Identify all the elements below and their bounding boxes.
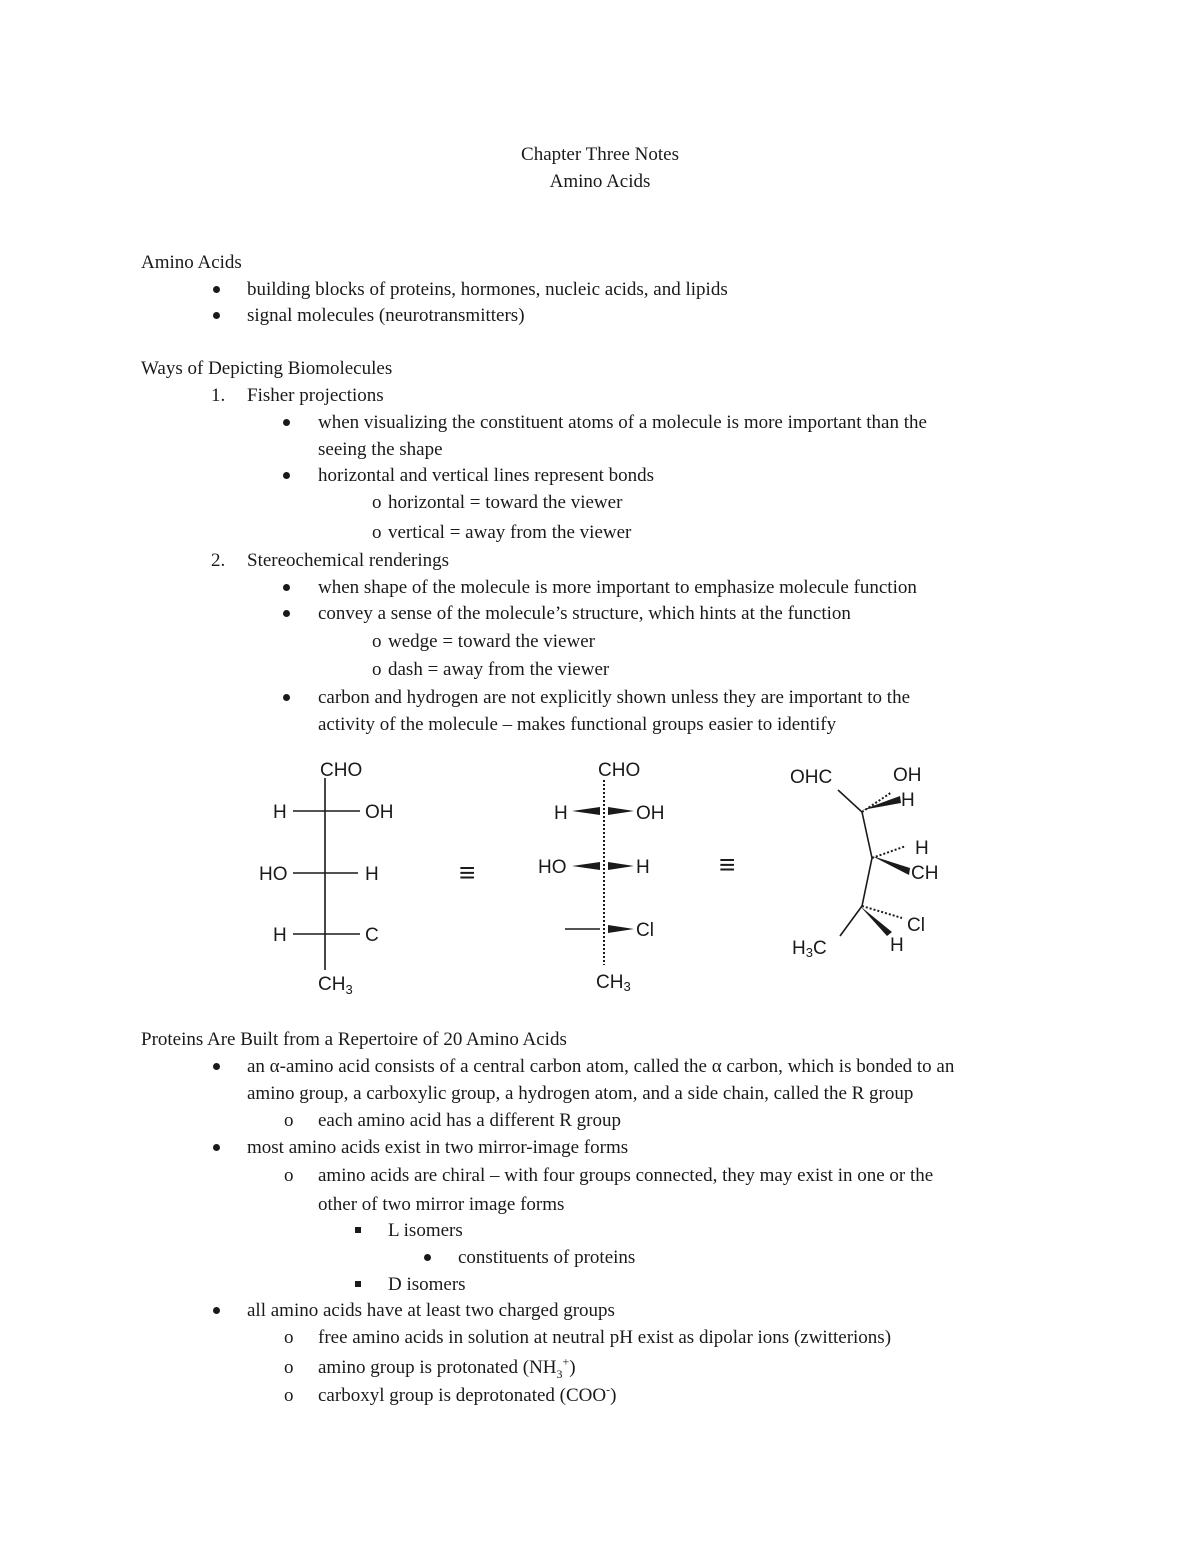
list-item: amino acids are chiral – with four groups connected, they may exist in one or the bbox=[318, 1165, 934, 1186]
page-subtitle: Amino Acids bbox=[549, 171, 651, 192]
bullet bbox=[213, 1063, 220, 1070]
list-item: most amino acids exist in two mirror-image forms bbox=[247, 1137, 629, 1158]
sub-bullet-marker: o bbox=[372, 492, 382, 513]
list-item: wedge = toward the viewer bbox=[388, 631, 595, 652]
bullet bbox=[213, 1307, 220, 1314]
list-item: signal molecules (neurotransmitters) bbox=[247, 305, 525, 326]
fisher-projection bbox=[293, 778, 360, 970]
list-item-stereo: Stereochemical renderings bbox=[247, 550, 450, 571]
list-item: free amino acids in solution at neutral pH exist as dipolar ions (zwitterions) bbox=[318, 1327, 892, 1348]
list-item: carbon and hydrogen are not explicitly shown unless they are important to the bbox=[318, 687, 911, 708]
wedge-h2: H bbox=[636, 857, 650, 878]
list-item-cont: other of two mirror image forms bbox=[318, 1194, 565, 1215]
zigzag-h3: H bbox=[890, 935, 904, 956]
list-item: an α-amino acid consists of a central carbon atom, called the α carbon, which is bonded to an bbox=[247, 1056, 955, 1077]
zigzag-h3c: H3C bbox=[792, 938, 827, 960]
list-item-fisher: Fisher projections bbox=[247, 385, 384, 406]
list-item: each amino acid has a different R group bbox=[318, 1110, 622, 1131]
sub-bullet-marker: o bbox=[284, 1357, 294, 1378]
list-item: horizontal and vertical lines represent bonds bbox=[318, 465, 655, 486]
section-heading-amino-acids: Amino Acids bbox=[141, 252, 242, 273]
list-item: horizontal = toward the viewer bbox=[388, 492, 623, 513]
sub-bullet-marker: o bbox=[284, 1327, 294, 1348]
section-heading-proteins: Proteins Are Built from a Repertoire of 20 Amino Acids bbox=[141, 1029, 567, 1050]
list-item: building blocks of proteins, hormones, nucleic acids, and lipids bbox=[247, 279, 728, 300]
bullet bbox=[213, 1144, 220, 1151]
list-number: 2. bbox=[211, 550, 226, 571]
zigzag-bonds bbox=[860, 792, 910, 936]
list-item-deprotonated: carboxyl group is deprotonated (COO-) bbox=[318, 1382, 617, 1406]
list-item-l-isomers: L isomers bbox=[388, 1220, 463, 1241]
list-item: when visualizing the constituent atoms of a molecule is more important than the bbox=[318, 412, 927, 433]
wedge-cl: Cl bbox=[636, 920, 654, 941]
page-title: Chapter Three Notes bbox=[521, 144, 679, 165]
square-bullet bbox=[355, 1281, 361, 1287]
fisher-ch3: $CH_3$ bbox=[318, 974, 353, 997]
equivalent-sign: ≡ bbox=[459, 857, 476, 888]
list-item: constituents of proteins bbox=[458, 1247, 636, 1268]
zigzag-h2: H bbox=[915, 838, 929, 859]
list-item-cont: amino group, a carboxylic group, a hydrogen atom, and a side chain, called the R group bbox=[247, 1083, 914, 1104]
list-item-d-isomers: D isomers bbox=[388, 1274, 466, 1295]
zigzag-ch: CH bbox=[911, 863, 939, 884]
list-item-cont: seeing the shape bbox=[318, 439, 443, 460]
fisher-c: C bbox=[365, 925, 379, 946]
fisher-h1: H bbox=[273, 802, 287, 823]
bullet bbox=[424, 1254, 431, 1261]
zigzag-structure bbox=[838, 790, 872, 936]
fisher-cho: CHO bbox=[320, 760, 363, 781]
wedge-ch3: CH3 bbox=[596, 972, 631, 994]
list-item: all amino acids have at least two charged groups bbox=[247, 1300, 615, 1321]
wedge-dash-projection bbox=[565, 780, 634, 965]
square-bullet bbox=[355, 1227, 361, 1233]
section-heading-depicting: Ways of Depicting Biomolecules bbox=[141, 358, 393, 379]
equivalent-sign: ≡ bbox=[719, 849, 736, 880]
wedge-ho: HO bbox=[538, 857, 567, 878]
list-item: vertical = away from the viewer bbox=[388, 522, 632, 543]
wedge-oh: OH bbox=[636, 803, 665, 824]
wedge-cho: CHO bbox=[598, 760, 641, 781]
zigzag-cl: Cl bbox=[907, 915, 925, 936]
sub-bullet-marker: o bbox=[372, 522, 382, 543]
zigzag-h1: H bbox=[901, 790, 915, 811]
wedge-h1: H bbox=[554, 803, 568, 824]
sub-bullet-marker: o bbox=[284, 1385, 294, 1406]
list-item: convey a sense of the molecule’s structure, which hints at the function bbox=[318, 603, 851, 624]
list-item: dash = away from the viewer bbox=[388, 659, 610, 680]
list-item-protonated: amino group is protonated $(NH_3^+)$ bbox=[318, 1354, 576, 1381]
list-number: 1. bbox=[211, 385, 226, 406]
fisher-h2: H bbox=[365, 864, 379, 885]
zigzag-oh: OH bbox=[893, 765, 922, 786]
sub-bullet-marker: o bbox=[284, 1110, 294, 1131]
zigzag-ohc: OHC bbox=[790, 767, 833, 788]
fisher-ho: HO bbox=[259, 864, 288, 885]
sub-bullet-marker: o bbox=[372, 659, 382, 680]
fisher-oh: OH bbox=[365, 802, 394, 823]
list-item-cont: activity of the molecule – makes functional groups easier to identify bbox=[318, 714, 837, 735]
sub-bullet-marker: o bbox=[372, 631, 382, 652]
sub-bullet-marker: o bbox=[284, 1165, 294, 1186]
fisher-h3: H bbox=[273, 925, 287, 946]
list-item: when shape of the molecule is more important to emphasize molecule function bbox=[318, 577, 917, 598]
